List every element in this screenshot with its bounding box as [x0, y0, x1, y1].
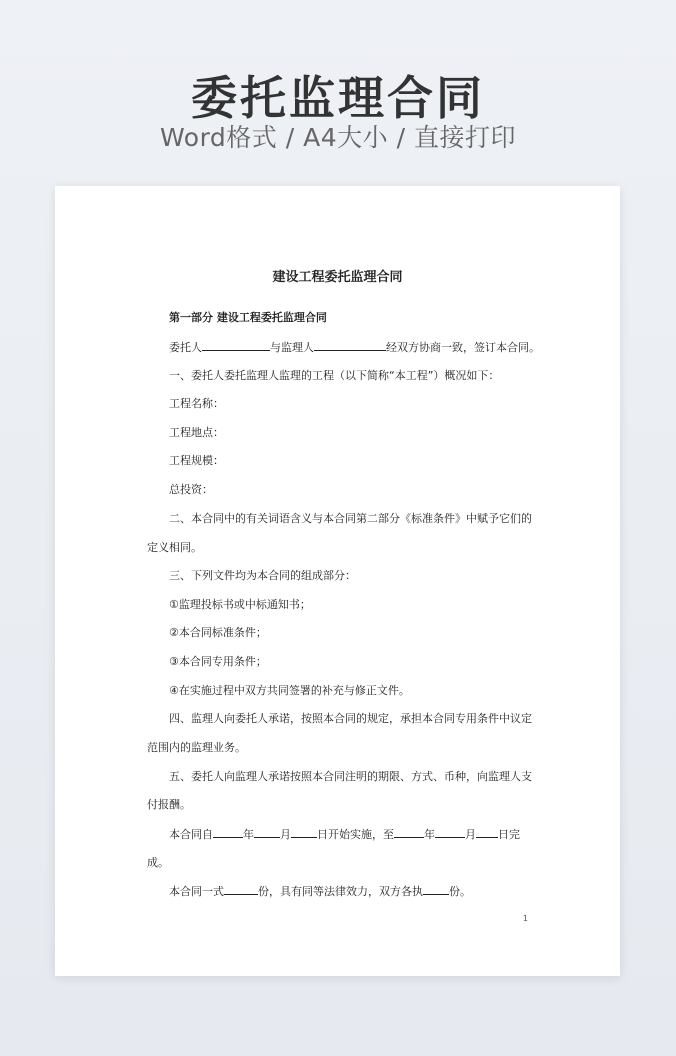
copies-total-blank [224, 884, 258, 895]
clause-3-item-1: ①监理投标书或中标通知书； [169, 598, 311, 611]
parties-line [169, 340, 540, 355]
clause-3: 三、下列文件均为本合同的组成部分： [169, 569, 356, 582]
copies-text-start: 本合同一式 [169, 885, 224, 898]
start-month-blank [254, 827, 280, 838]
term-line-b: 成。 [147, 856, 169, 869]
term-text-end: 日完 [498, 828, 520, 841]
part1-heading: 第一部分 建设工程委托监理合同 [169, 311, 327, 324]
document-page [55, 186, 620, 976]
document-title: 建设工程委托监理合同 [272, 270, 403, 285]
client-label: 委托人 [169, 341, 202, 354]
copies-text-mid: 份，具有同等法律效力，双方各执 [258, 885, 423, 898]
clause-3-item-4: ④在实施过程中双方共同签署的补充与修正文件。 [169, 684, 410, 697]
copies-line [169, 884, 471, 899]
page-title: 委托监理合同 [191, 71, 485, 125]
term-text-mid: 日开始实施，至 [317, 828, 394, 841]
start-year-blank [213, 827, 243, 838]
term-end-year-label: 年 [424, 828, 435, 841]
term-line [169, 827, 520, 842]
copies-each-blank [423, 884, 449, 895]
total-investment: 总投资： [169, 483, 213, 496]
parties-text: 经双方协商一致，签订本合同。 [386, 341, 540, 354]
clause-3-item-3: ③本合同专用条件； [169, 655, 267, 668]
copies-text-end: 份。 [449, 885, 471, 898]
term-month-label: 月 [280, 828, 291, 841]
page-number: 1 [522, 914, 528, 923]
start-day-blank [291, 827, 317, 838]
supervisor-label: 与监理人 [270, 341, 314, 354]
term-end-month-label: 月 [465, 828, 476, 841]
project-scale: 工程规模： [169, 454, 224, 467]
project-name: 工程名称： [169, 397, 224, 410]
clause-5a: 五、委托人向监理人承诺按照本合同注明的期限、方式、币种，向监理人支 [169, 770, 532, 783]
end-day-blank [476, 827, 498, 838]
clause-2b: 定义相同。 [147, 541, 202, 554]
clause-2a: 二、本合同中的有关词语含义与本合同第二部分《标准条件》中赋予它们的 [169, 512, 532, 525]
client-blank [202, 340, 270, 351]
page-subtitle: Word格式 / A4大小 / 直接打印 [160, 123, 516, 152]
end-year-blank [394, 827, 424, 838]
clause-3-item-2: ②本合同标准条件； [169, 626, 267, 639]
clause-1: 一、委托人委托监理人监理的工程（以下简称“本工程”）概况如下： [169, 369, 500, 382]
project-site: 工程地点： [169, 426, 224, 439]
supervisor-blank [314, 340, 386, 351]
term-text-start: 本合同自 [169, 828, 213, 841]
clause-4b: 范围内的监理业务。 [147, 741, 246, 754]
term-year-label: 年 [243, 828, 254, 841]
clause-5b: 付报酬。 [147, 798, 191, 811]
clause-4a: 四、监理人向委托人承诺，按照本合同的规定，承担本合同专用条件中议定 [169, 712, 532, 725]
end-month-blank [435, 827, 465, 838]
